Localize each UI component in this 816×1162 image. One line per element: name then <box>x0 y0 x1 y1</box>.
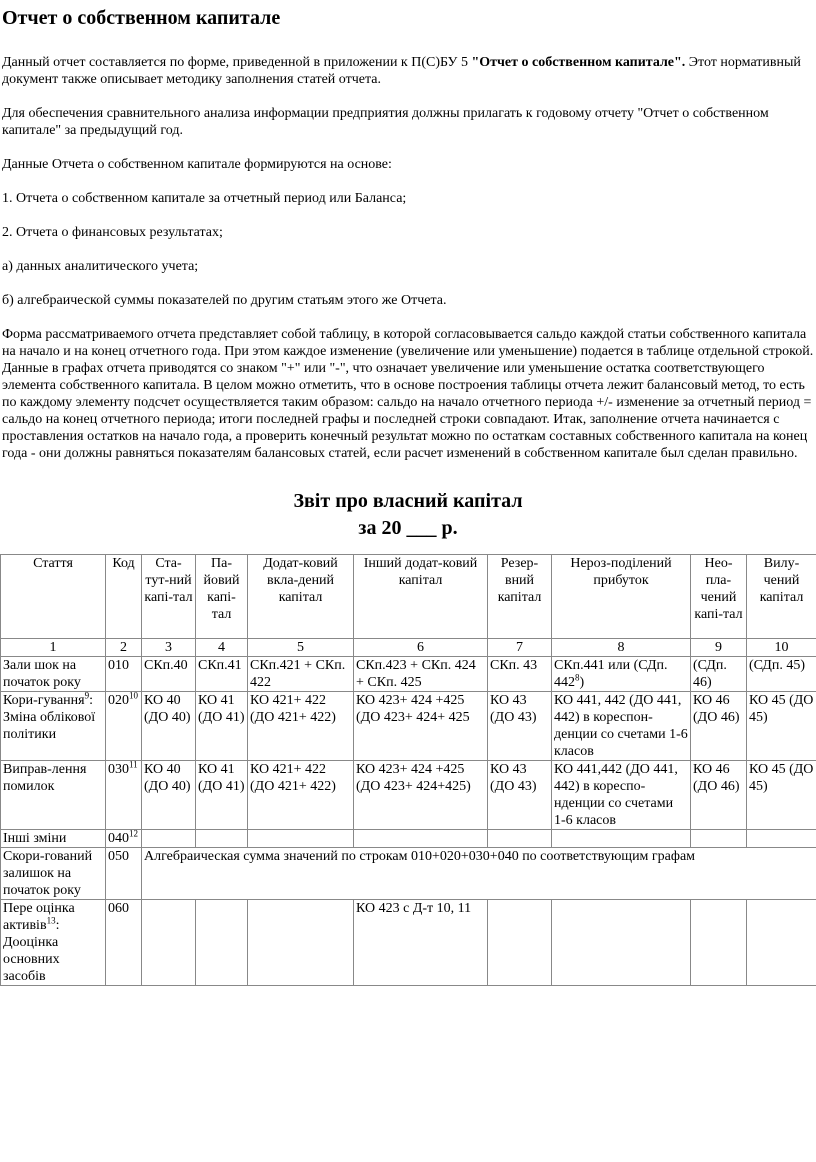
table-cell: КО 40 (ДО 40) <box>142 692 196 761</box>
table-cell: КО 41 (ДО 41) <box>196 761 248 830</box>
cell-text: Пере оцінка активів <box>3 901 75 933</box>
table-header-row <box>1 555 816 639</box>
header-cell: Па-йовий капі-тал <box>196 555 248 639</box>
column-number: 1 <box>1 639 106 657</box>
paragraph-list-a: а) данных аналитического учета; <box>2 259 199 274</box>
table-cell <box>747 830 816 848</box>
table-cell <box>691 900 747 986</box>
paragraph-form-description: Форма рассматриваемого отчета представляет собой таблицу, в которой согласовывается сальдо каждой статьи собственного капитала на начало и на конец отчетного года. При этом каждое изменение (увеличение или уменьшение) подается в таблице отдельной строкой. Данные в графах отчета приводятся со знаком "+" или "-", что означает увеличение или уменьшение остатка соответствующего элемента собственного капитала. В целом можно отметить, что в основе построения таблицы отчета лежит балансовый метод, то есть по каждому элементу подсчет осуществляется таким образом: сальдо на начало отчетного периода +/- изменение за отчетный период = сальдо на конец отчетного периода; итоги последней графы и последней строки совпадают. Итак, заполнение отчета начинается с проставления остатков на начало года, а проверить конечный результат можно по остаткам составных собственного капитала на конец года - они должны равняться показателям балансовых статей, если расчет изменений в собственном капитале был сделан правильно. <box>2 327 814 461</box>
table-column-numbers-row <box>1 639 816 657</box>
row-label: Зали шок на початок року <box>1 657 106 692</box>
row-label <box>1 692 106 761</box>
table-cell <box>142 900 196 986</box>
report-title <box>2 488 814 542</box>
document-title: Отчет о собственном капитале <box>2 7 281 29</box>
row-code <box>106 692 142 761</box>
table-row <box>1 830 816 848</box>
paragraph-list-1: 1. Отчета о собственном капитале за отчетный период или Баланса; <box>2 191 407 206</box>
paragraph-comparison: Для обеспечения сравнительного анализа информации предприятия должны прилагать к годовому отчету "Отчет о собственном капитале" за предыдущий год. <box>2 106 769 138</box>
paragraph-intro <box>2 54 814 88</box>
column-number: 3 <box>142 639 196 657</box>
header-cell: Резер-вний капітал <box>488 555 552 639</box>
column-number: 9 <box>691 639 747 657</box>
table-cell: СКп.40 <box>142 657 196 692</box>
row-code: 060 <box>106 900 142 986</box>
table-cell <box>747 900 816 986</box>
table-cell: (СДп. 46) <box>691 657 747 692</box>
table-cell <box>196 900 248 986</box>
table-row <box>1 900 816 986</box>
cell-text-end: : Зміна облікової політики <box>3 693 96 742</box>
table-cell: КО 441,442 (ДО 441, 442) в кореспо-нденции со счетами 1-6 класов <box>552 761 691 830</box>
paragraph-intro-text-end: Этот нормативный документ также описывает методику заполнения статей отчета. <box>2 55 801 87</box>
table-cell <box>196 830 248 848</box>
row-code: 050 <box>106 848 142 900</box>
report-title-line-1: Звіт про власний капітал <box>293 490 523 512</box>
document-page <box>0 0 816 542</box>
cell-text-end: : Дооцінка основних засобів <box>3 918 60 984</box>
table-cell <box>691 830 747 848</box>
table-cell: КО 43 (ДО 43) <box>488 692 552 761</box>
row-code <box>106 761 142 830</box>
table-row <box>1 761 816 830</box>
table-cell: КО 45 (ДО 45) <box>747 761 816 830</box>
table-cell <box>488 900 552 986</box>
table-cell <box>354 830 488 848</box>
table-cell: КО 421+ 422 (ДО 421+ 422) <box>248 692 354 761</box>
table-cell: СКп.41 <box>196 657 248 692</box>
table-cell: КО 423+ 424 +425 (ДО 423+ 424+ 425 <box>354 692 488 761</box>
paragraph-basis: Данные Отчета о собственном капитале формируются на основе: <box>2 157 392 172</box>
table-row <box>1 848 816 900</box>
cell-text: 030 <box>108 762 129 777</box>
table-cell: КО 441, 442 (ДО 441, 442) в кореспон-денции со счетами 1-6 класов <box>552 692 691 761</box>
row-label: Скори-гований залишок на початок року <box>1 848 106 900</box>
column-number: 6 <box>354 639 488 657</box>
cell-text: Кори-гування <box>3 693 85 708</box>
column-number: 4 <box>196 639 248 657</box>
header-cell: Нероз-поділений прибуток <box>552 555 691 639</box>
table-cell: КО 423 с Д-т 10, 11 <box>354 900 488 986</box>
table-cell: КО 43 (ДО 43) <box>488 761 552 830</box>
table-cell: КО 41 (ДО 41) <box>196 692 248 761</box>
footnote-marker: 10 <box>129 690 138 701</box>
header-cell: Вилу-чений капітал <box>747 555 816 639</box>
table-cell <box>552 830 691 848</box>
table-cell: КО 45 (ДО 45) <box>747 692 816 761</box>
footnote-marker: 12 <box>129 828 138 839</box>
paragraph-list-b: б) алгебраической суммы показателей по другим статьям этого же Отчета. <box>2 293 447 308</box>
table-row <box>1 657 816 692</box>
table-cell: КО 423+ 424 +425 (ДО 423+ 424+425) <box>354 761 488 830</box>
merged-cell: Алгебраическая сумма значений по строкам 010+020+030+040 по соответствующим графам <box>142 848 816 900</box>
paragraph-intro-bold: "Отчет о собственном капитале". <box>471 55 686 70</box>
report-title-line-2: за 20 ___ р. <box>358 517 458 539</box>
column-number: 2 <box>106 639 142 657</box>
table-cell <box>552 657 691 692</box>
column-number: 10 <box>747 639 816 657</box>
paragraph-intro-text: Данный отчет составляется по форме, приведенной в приложении к П(С)БУ 5 <box>2 55 472 70</box>
header-cell: Ста-тут-ний капі-тал <box>142 555 196 639</box>
cell-text: СКп.441 или (СДп. 442 <box>554 658 668 690</box>
table-cell: КО 46 (ДО 46) <box>691 692 747 761</box>
cell-text: 040 <box>108 831 129 846</box>
table-cell: СКп. 43 <box>488 657 552 692</box>
row-label <box>1 900 106 986</box>
table-row <box>1 692 816 761</box>
table-cell: (СДп. 45) <box>747 657 816 692</box>
row-code: 010 <box>106 657 142 692</box>
table-cell <box>248 830 354 848</box>
row-label: Інші зміни <box>1 830 106 848</box>
table-cell: СКп.421 + СКп. 422 <box>248 657 354 692</box>
table-cell: СКп.423 + СКп. 424 + СКп. 425 <box>354 657 488 692</box>
paragraph-list-2: 2. Отчета о финансовых результатах; <box>2 225 223 240</box>
table-cell <box>142 830 196 848</box>
footnote-marker: 8 <box>575 672 580 683</box>
footnote-marker: 9 <box>84 690 90 701</box>
header-cell: Нео-пла-чений капі-тал <box>691 555 747 639</box>
table-cell: КО 46 (ДО 46) <box>691 761 747 830</box>
table-cell <box>248 900 354 986</box>
table-cell <box>552 900 691 986</box>
table-cell: КО 421+ 422 (ДО 421+ 422) <box>248 761 354 830</box>
column-number: 7 <box>488 639 552 657</box>
header-cell: Код <box>106 555 142 639</box>
header-cell: Додат-ковий вкла-дений капітал <box>248 555 354 639</box>
cell-text-end: ) <box>579 675 585 690</box>
table-cell <box>488 830 552 848</box>
footnote-marker: 11 <box>129 759 138 770</box>
cell-text: 020 <box>108 693 129 708</box>
table-cell: КО 40 (ДО 40) <box>142 761 196 830</box>
row-code <box>106 830 142 848</box>
equity-report-table <box>0 554 816 986</box>
row-label: Виправ-лення помилок <box>1 761 106 830</box>
footnote-marker: 13 <box>46 915 56 926</box>
column-number: 5 <box>248 639 354 657</box>
header-cell: Стаття <box>1 555 106 639</box>
column-number: 8 <box>552 639 691 657</box>
header-cell: Інший додат-ковий капітал <box>354 555 488 639</box>
